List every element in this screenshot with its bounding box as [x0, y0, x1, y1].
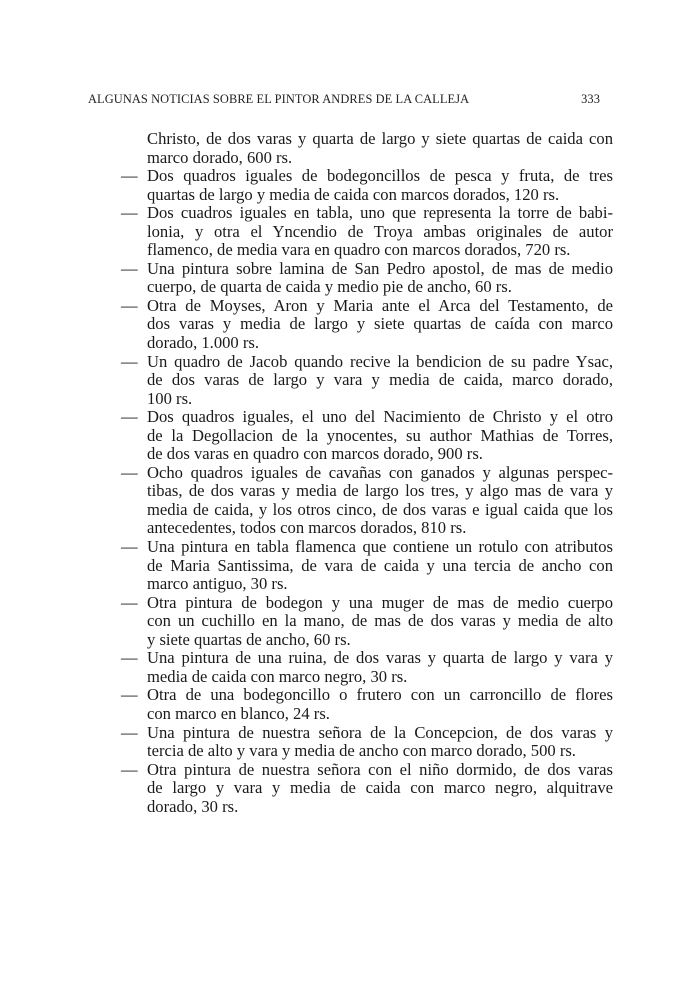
list-item — [121, 685, 613, 723]
text-line: lonia, y otra el Yncendio de Troya ambas originales de autor — [147, 221, 613, 241]
list-item — [121, 166, 613, 204]
text-line: Dos cuadros iguales en tabla, uno que representa la torre de babi- — [147, 203, 613, 223]
em-dash-marker: — — [121, 759, 138, 779]
text-line: cuerpo, de quarta de caida y medio pie de ancho, 60 rs. — [147, 277, 512, 297]
text-line: flamenco, de media vara en quadro con marcos dorados, 720 rs. — [147, 240, 571, 260]
text-line: Otra de una bodegoncillo o frutero con un carroncillo de flores — [147, 685, 613, 705]
text-line: Christo, de dos varas y quarta de largo y siete quartas de caida con — [147, 129, 613, 148]
em-dash-marker: — — [121, 203, 138, 223]
text-line: Un quadro de Jacob quando recive la bendicion de su padre Ysac, — [147, 351, 613, 371]
text-line: Otra pintura de bodegon y una muger de mas de medio cuerpo — [147, 592, 613, 612]
em-dash-marker: — — [121, 407, 138, 427]
text-line: de dos varas en quadro con marcos dorado, 900 rs. — [147, 444, 483, 464]
list-item — [121, 592, 613, 650]
text-line: y siete quartas de ancho, 60 rs. — [147, 629, 351, 649]
text-line: Dos quadros iguales, el uno del Nacimiento de Christo y el otro — [147, 407, 613, 427]
text-line: dorado, 30 rs. — [147, 796, 239, 816]
list-item — [121, 462, 613, 538]
text-line: dorado, 1.000 rs. — [147, 333, 259, 353]
text-line: Una pintura de nuestra señora de la Concepcion, de dos varas y — [147, 722, 613, 742]
text-line: quartas de largo y media de caida con marcos dorados, 120 rs. — [147, 184, 560, 204]
text-line: de la Degollacion de la ynocentes, su author Mathias de Torres, — [147, 425, 613, 445]
running-header — [88, 92, 600, 107]
running-header-title: ALGUNAS NOTICIAS SOBRE EL PINTOR ANDRES DE LA CALLEJA — [88, 92, 470, 106]
em-dash-marker: — — [121, 722, 138, 742]
em-dash-marker: — — [121, 648, 138, 668]
text-line: antecedentes, todos con marcos dorados, 810 rs. — [147, 518, 467, 538]
list-item — [121, 258, 613, 297]
text-line: Ocho quadros iguales de cavañas con ganados y algunas perspec- — [147, 462, 613, 482]
list-item — [121, 722, 613, 761]
list-item — [121, 351, 613, 409]
page-number: 333 — [581, 92, 600, 106]
list-item — [121, 203, 613, 260]
text-line: de Maria Santissima, de vara de caida y una tercia de ancho con — [147, 555, 613, 575]
text-line: Una pintura sobre lamina de San Pedro apostol, de mas de medio — [147, 258, 613, 278]
text-line: 100 rs. — [147, 388, 193, 408]
text-line: de largo y vara y media de caida con marco negro, alquitrave — [147, 778, 613, 798]
text-line: media de caida con marco negro, 30 rs. — [147, 666, 408, 686]
list-item — [121, 537, 613, 594]
em-dash-marker: — — [121, 295, 138, 315]
text-line: Dos quadros iguales de bodegoncillos de pesca y fruta, de tres — [147, 166, 613, 186]
text-line: media de caida, y los otros cinco, de dos varas e igual caida que los — [147, 499, 613, 519]
text-line: marco dorado, 600 rs. — [147, 147, 293, 167]
text-line: Otra pintura de nuestra señora con el niño dormido, de dos varas — [147, 759, 613, 779]
list-item — [121, 295, 613, 353]
text-line: Una pintura de una ruina, de dos varas y quarta de largo y vara y — [147, 648, 613, 668]
continuation-paragraph — [147, 130, 613, 167]
list-item — [121, 759, 613, 817]
text-line: dos varas y media de largo y siete quartas de caída con marco — [147, 314, 613, 334]
em-dash-marker: — — [121, 166, 138, 186]
em-dash-marker: — — [121, 685, 138, 705]
inventory-list — [121, 129, 613, 816]
text-line: con marco en blanco, 24 rs. — [147, 703, 330, 723]
list-item — [121, 648, 613, 686]
text-line: Otra de Moyses, Aron y Maria ante el Arca del Testamento, de — [147, 295, 613, 315]
em-dash-marker: — — [121, 592, 138, 612]
entries-container — [121, 166, 613, 816]
em-dash-marker: — — [121, 537, 138, 557]
em-dash-marker: — — [121, 351, 138, 371]
text-line: tercia de alto y vara y media de ancho con marco dorado, 500 rs. — [147, 741, 576, 761]
text-line: Una pintura en tabla flamenca que contiene un rotulo con atributos — [147, 537, 613, 557]
text-line: con un cuchillo en la mano, de mas de dos varas y media de alto — [147, 611, 613, 631]
em-dash-marker: — — [121, 258, 138, 278]
text-line: tibas, de dos varas y media de largo los tres, y algo mas de vara y — [147, 481, 613, 501]
text-line: marco antiguo, 30 rs. — [147, 574, 288, 594]
text-line: de dos varas de largo y vara y media de caida, marco dorado, — [147, 370, 613, 390]
list-item — [121, 407, 613, 464]
em-dash-marker: — — [121, 462, 138, 482]
